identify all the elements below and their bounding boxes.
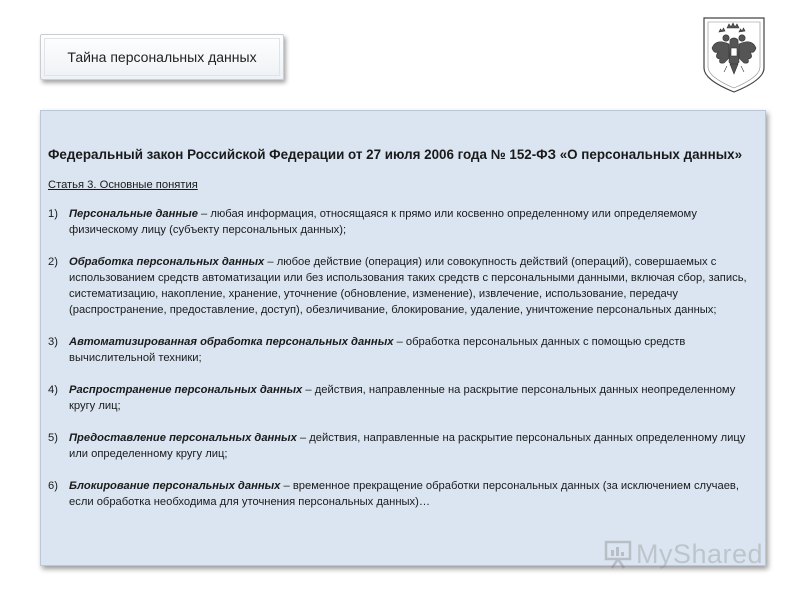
item-number: 1) [48,208,58,220]
slide-title-badge [40,34,284,80]
item-number: 2) [48,256,58,268]
item-number: 3) [48,336,58,348]
list-item [48,382,757,414]
law-content-box [40,110,766,566]
item-text: – любая информация, относящаяся к прямо или косвенно определенному или определяемому физическому лицу (субъекту персональных данных); [69,208,697,236]
item-number: 6) [48,480,58,492]
item-term: Предоставление персональных данных [69,432,297,444]
list-item [48,478,757,510]
item-term: Персональные данные [69,208,198,220]
list-item [48,334,757,366]
item-number: 5) [48,432,58,444]
item-number: 4) [48,384,58,396]
watermark-text: MyShared [636,538,764,569]
item-text: – обработка персональных данных с помощью средств вычислительной техники; [69,336,686,364]
definitions-list [48,206,757,510]
list-item [48,254,757,318]
item-term: Обработка персональных данных [69,256,265,268]
list-item [48,430,757,462]
russian-coat-of-arms-icon [700,14,768,94]
slide-title: Тайна персональных данных [67,49,257,65]
presentation-board-icon [604,539,632,569]
law-title: Федеральный закон Российской Федерации от 27 июля 2006 года № 152-ФЗ «О персональных данных» [48,147,743,162]
item-text: – временное прекращение обработки персональных данных (за исключением случаев, если обработка необходима для уточнения персональных данных)… [69,480,739,508]
item-term: Блокирование персональных данных [69,480,281,492]
item-term: Распространение персональных данных [69,384,303,396]
list-item [48,206,757,238]
watermark [604,534,764,574]
item-text: – действия, направленные на раскрытие персональных данных определенному лицу или определенному кругу лиц; [69,432,746,460]
item-term: Автоматизированная обработка персональных данных [69,336,394,348]
item-text: – любое действие (операция) или совокупность действий (операций), совершаемых с использованием средств автоматизации или без использования таких средств с персональными данными, включая сбор, запись, систематизацию, накопление, хранение, уточнение (обновление, изменение), извлечение, использование, передачу (распространение, предоставление, доступ), обезличивание, блокирование, удаление, уничтожение персональных данных; [69,256,747,316]
article-heading: Статья 3. Основные понятия [48,179,198,191]
item-text: – действия, направленные на раскрытие персональных данных неопределенному кругу лиц; [69,384,736,412]
